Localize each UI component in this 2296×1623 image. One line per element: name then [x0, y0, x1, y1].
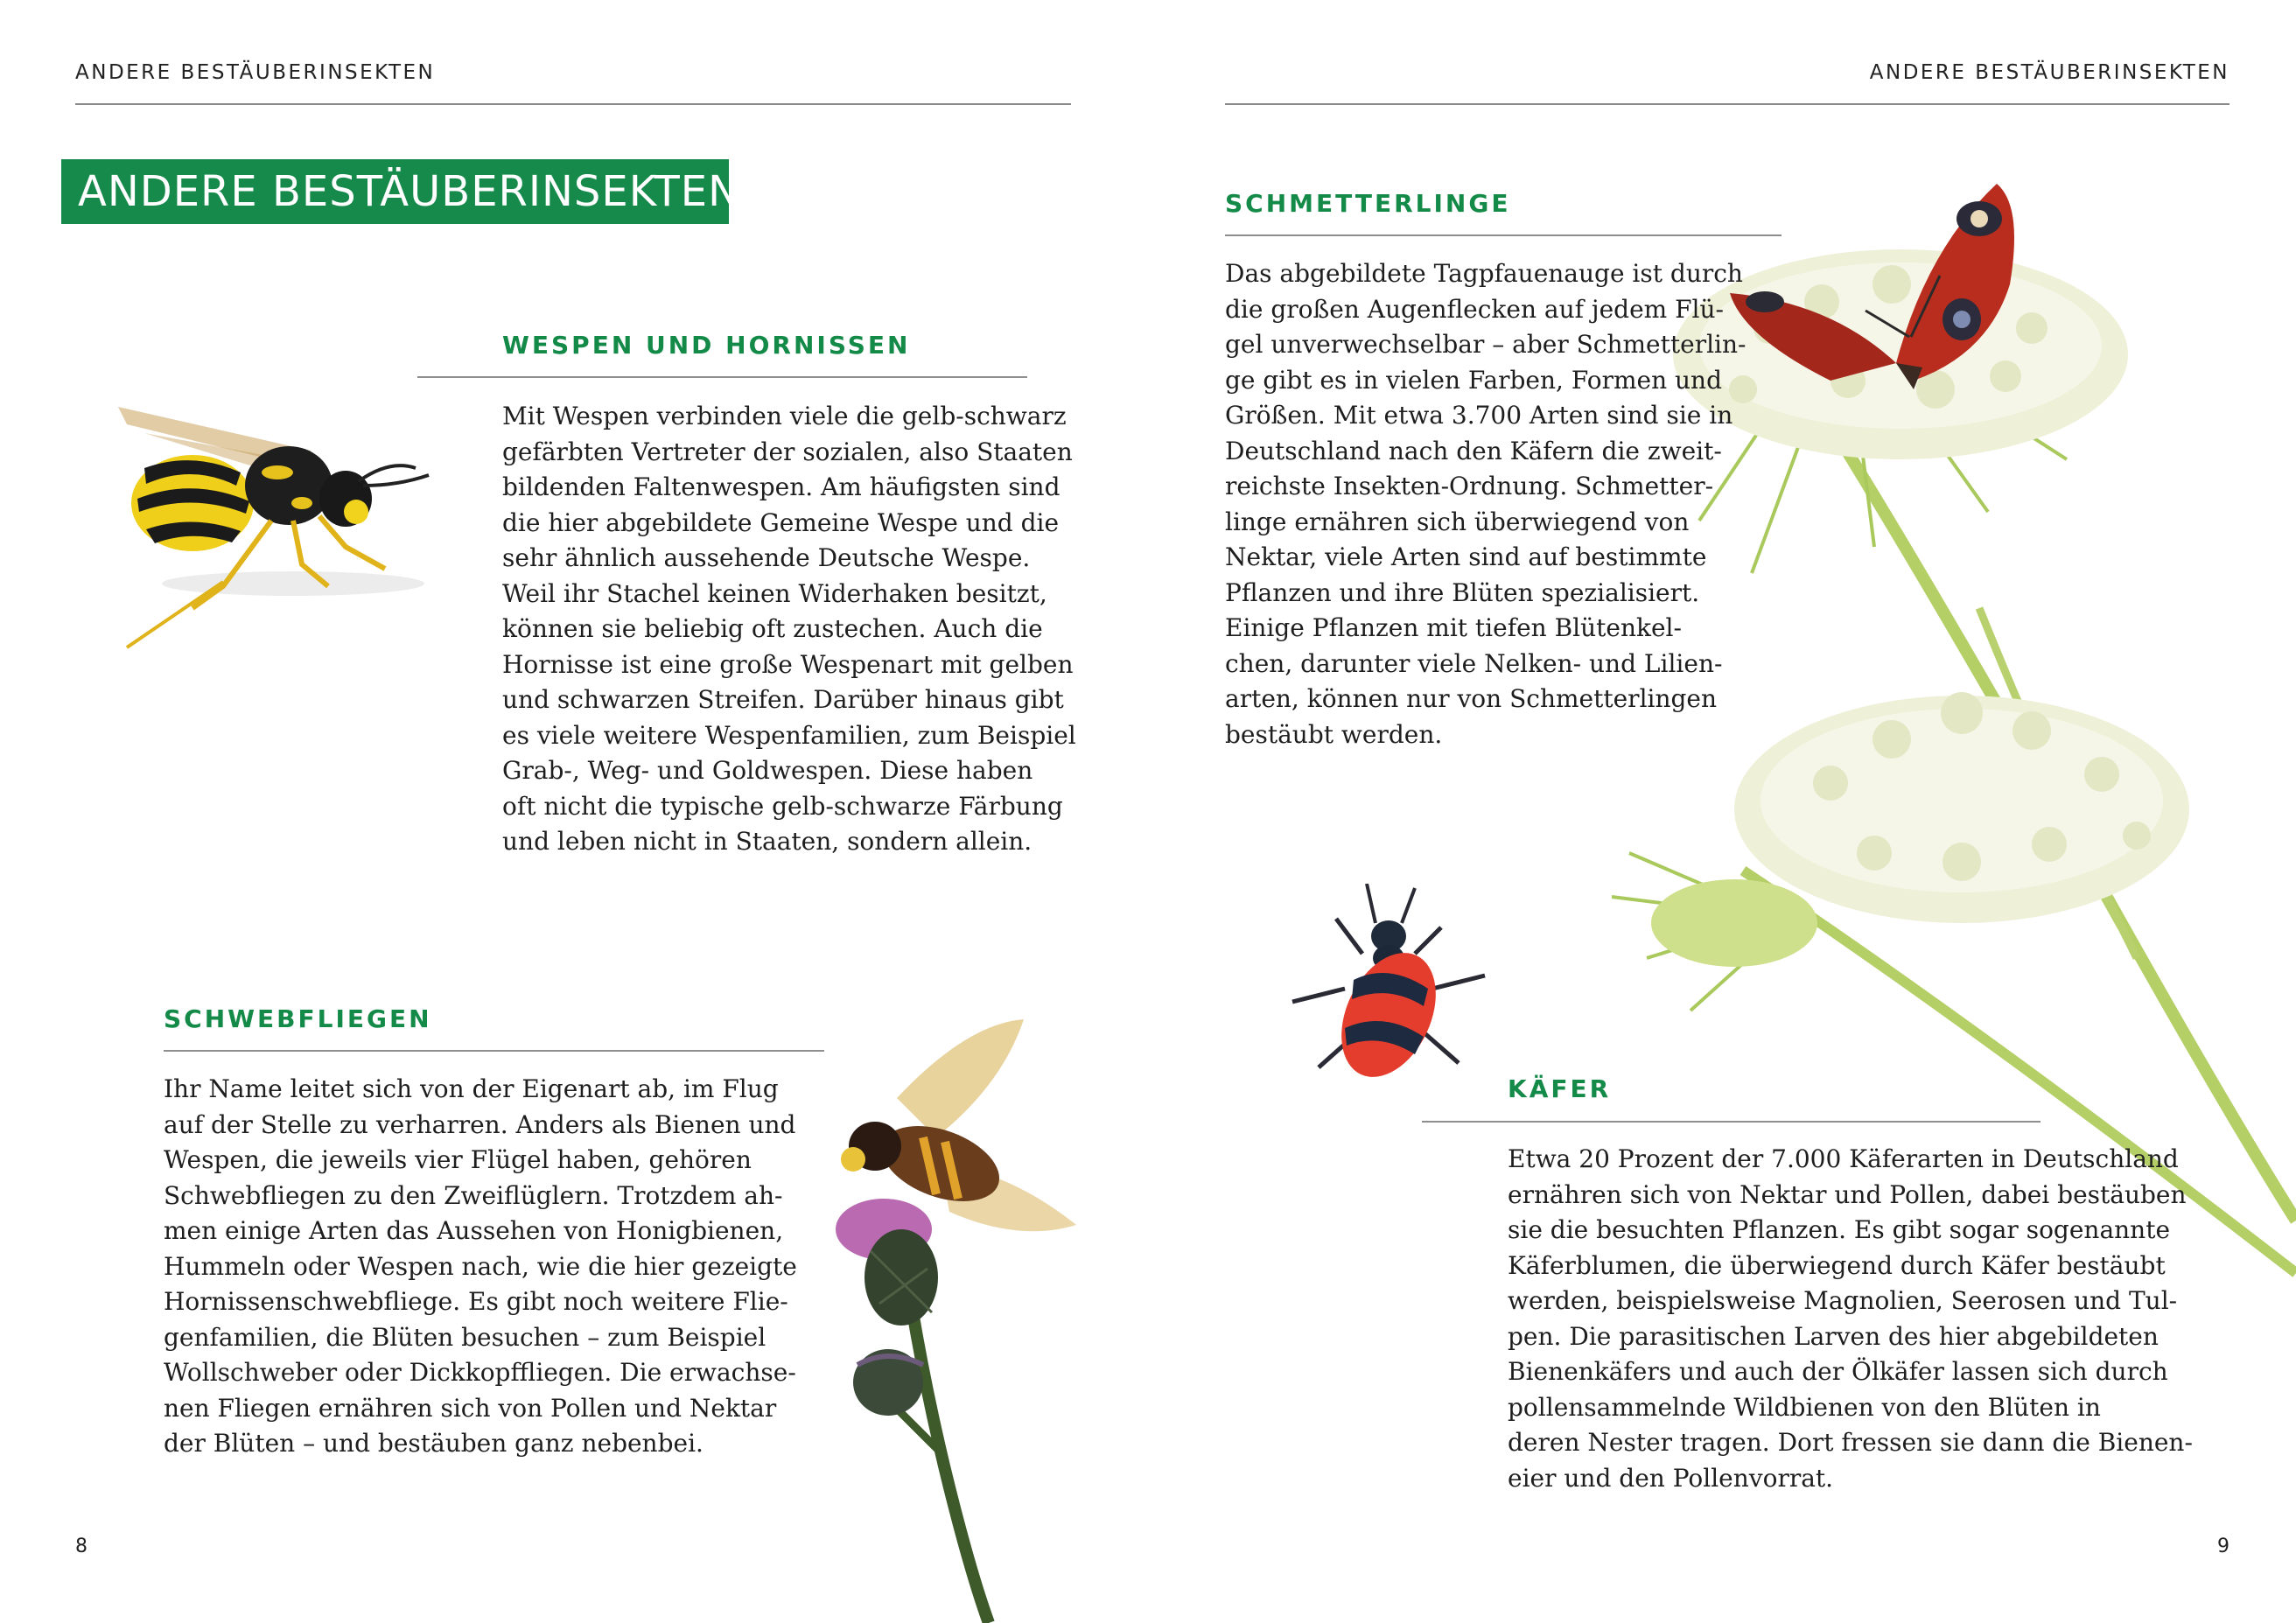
text-line: Wollschweber oder Dickkopffliegen. Die erwachse-	[164, 1358, 796, 1387]
text-line: Hummeln oder Wespen nach, wie die hier gezeigte	[164, 1251, 797, 1281]
text-line: gefärbten Vertreter der sozialen, also Staaten	[502, 437, 1073, 466]
section-rule-wespen	[417, 376, 1027, 378]
body-text-schwebfliegen	[164, 1072, 797, 1462]
text-line: Mit Wespen verbinden viele die gelb-schwarz	[502, 402, 1067, 430]
text-line: gel unverwechselbar – aber Schmetterlin-	[1225, 330, 1746, 359]
text-line: ernähren sich von Nektar und Pollen, dabei bestäuben	[1508, 1179, 2187, 1209]
text-line: Nektar, viele Arten sind auf bestimmte	[1225, 542, 1707, 571]
text-line: deren Nester tragen. Dort fressen sie dann die Bienen-	[1508, 1428, 2193, 1457]
text-line: linge ernähren sich überwiegend von	[1225, 507, 1690, 536]
running-rule-right	[1225, 103, 2230, 105]
text-line: die hier abgebildete Gemeine Wespe und die	[502, 507, 1060, 537]
text-line: Ihr Name leitet sich von der Eigenart ab, im Flug	[164, 1074, 779, 1103]
text-line: Wespen, die jeweils vier Flügel haben, gehören	[164, 1145, 752, 1174]
section-rule-schwebfliegen	[164, 1050, 824, 1052]
text-line: genfamilien, die Blüten besuchen – zum Beispiel	[164, 1322, 766, 1352]
text-line: es viele weitere Wespenfamilien, zum Beispiel	[502, 720, 1076, 750]
section-heading-schwebfliegen: SCHWEBFLIEGEN	[164, 1004, 432, 1033]
text-line: Weil ihr Stachel keinen Widerhaken besitzt,	[502, 578, 1047, 608]
section-rule-schmetterlinge	[1225, 234, 1782, 236]
text-line: nen Fliegen ernähren sich von Pollen und Nektar	[164, 1393, 777, 1423]
text-line: reichste Insekten-Ordnung. Schmetter-	[1225, 472, 1714, 500]
bee-beetle-photo	[1284, 884, 1502, 1102]
text-line: Etwa 20 Prozent der 7.000 Käferarten in Deutschland	[1508, 1144, 2179, 1173]
wasp-photo	[92, 398, 468, 661]
running-rule-left	[75, 103, 1071, 105]
text-line: Das abgebildete Tagpfauenauge ist durch	[1225, 259, 1743, 288]
text-line: können sie beliebig oft zustechen. Auch die	[502, 614, 1043, 643]
section-rule-kaefer	[1422, 1121, 2040, 1123]
text-line: und leben nicht in Staaten, sondern allein.	[502, 827, 1032, 856]
running-head-left: ANDERE BESTÄUBERINSEKTEN	[75, 61, 436, 84]
text-line: und schwarzen Streifen. Darüber hinaus gibt	[502, 685, 1064, 714]
text-line: men einige Arten das Aussehen von Honigbienen,	[164, 1216, 784, 1245]
text-line: oft nicht die typische gelb-schwarze Färbung	[502, 791, 1063, 821]
text-line: bestäubt werden.	[1225, 719, 1443, 749]
text-line: Käferblumen, die überwiegend durch Käfer bestäubt	[1508, 1250, 2166, 1280]
text-line: Einige Pflanzen mit tiefen Blütenkel-	[1225, 613, 1682, 642]
text-line: werden, beispielsweise Magnolien, Seerosen und Tul-	[1508, 1286, 2178, 1315]
text-line: chen, darunter viele Nelken- und Lilien-	[1225, 648, 1723, 678]
text-line: Pflanzen und ihre Blüten spezialisiert.	[1225, 577, 1700, 607]
text-line: Hornissenschwebfliege. Es gibt noch weitere Flie-	[164, 1287, 788, 1316]
text-line: die großen Augenflecken auf jedem Flü-	[1225, 294, 1724, 324]
text-line: arten, können nur von Schmetterlingen	[1225, 684, 1718, 713]
section-heading-kaefer: KÄFER	[1508, 1074, 1612, 1103]
page-title: ANDERE BESTÄUBERINSEKTEN	[61, 159, 729, 224]
text-line: ge gibt es in vielen Farben, Formen und	[1225, 365, 1722, 395]
text-line: Grab-, Weg- und Goldwespen. Diese haben	[502, 756, 1033, 785]
section-heading-wespen: WESPEN UND HORNISSEN	[502, 331, 911, 360]
text-line: sehr ähnlich aussehende Deutsche Wespe.	[502, 543, 1031, 572]
hoverfly-on-thistle-photo	[792, 1015, 1089, 1623]
body-text-kaefer	[1508, 1142, 2193, 1496]
text-line: Schwebfliegen zu den Zweiflüglern. Trotzdem ah-	[164, 1180, 783, 1210]
text-line: bildenden Faltenwespen. Am häufigsten sind	[502, 472, 1060, 501]
text-line: eier und den Pollenvorrat.	[1508, 1463, 1834, 1493]
right-page	[1148, 0, 2296, 1623]
body-text-schmetterlinge	[1225, 256, 1746, 752]
running-head-right: ANDERE BESTÄUBERINSEKTEN	[1869, 61, 2230, 84]
page-number-left: 8	[75, 1536, 88, 1557]
text-line: Hornisse ist eine große Wespenart mit gelben	[502, 649, 1074, 679]
text-line: Deutschland nach den Käfern die zweit-	[1225, 436, 1722, 465]
text-line: sie die besuchten Pflanzen. Es gibt sogar sogenannte	[1508, 1215, 2171, 1244]
text-line: auf der Stelle zu verharren. Anders als Bienen und	[164, 1109, 796, 1139]
page-number-right: 9	[2217, 1536, 2230, 1557]
section-heading-schmetterlinge: SCHMETTERLINGE	[1225, 189, 1511, 218]
text-line: pollensammelnde Wildbienen von den Blüten in	[1508, 1392, 2101, 1422]
text-line: Größen. Mit etwa 3.700 Arten sind sie in	[1225, 401, 1733, 430]
text-line: Bienenkäfers und auch der Ölkäfer lassen sich durch	[1508, 1357, 2168, 1386]
body-text-wespen	[502, 399, 1076, 860]
text-line: der Blüten – und bestäuben ganz nebenbei.	[164, 1429, 704, 1458]
text-line: pen. Die parasitischen Larven des hier abgebildeten	[1508, 1321, 2159, 1351]
